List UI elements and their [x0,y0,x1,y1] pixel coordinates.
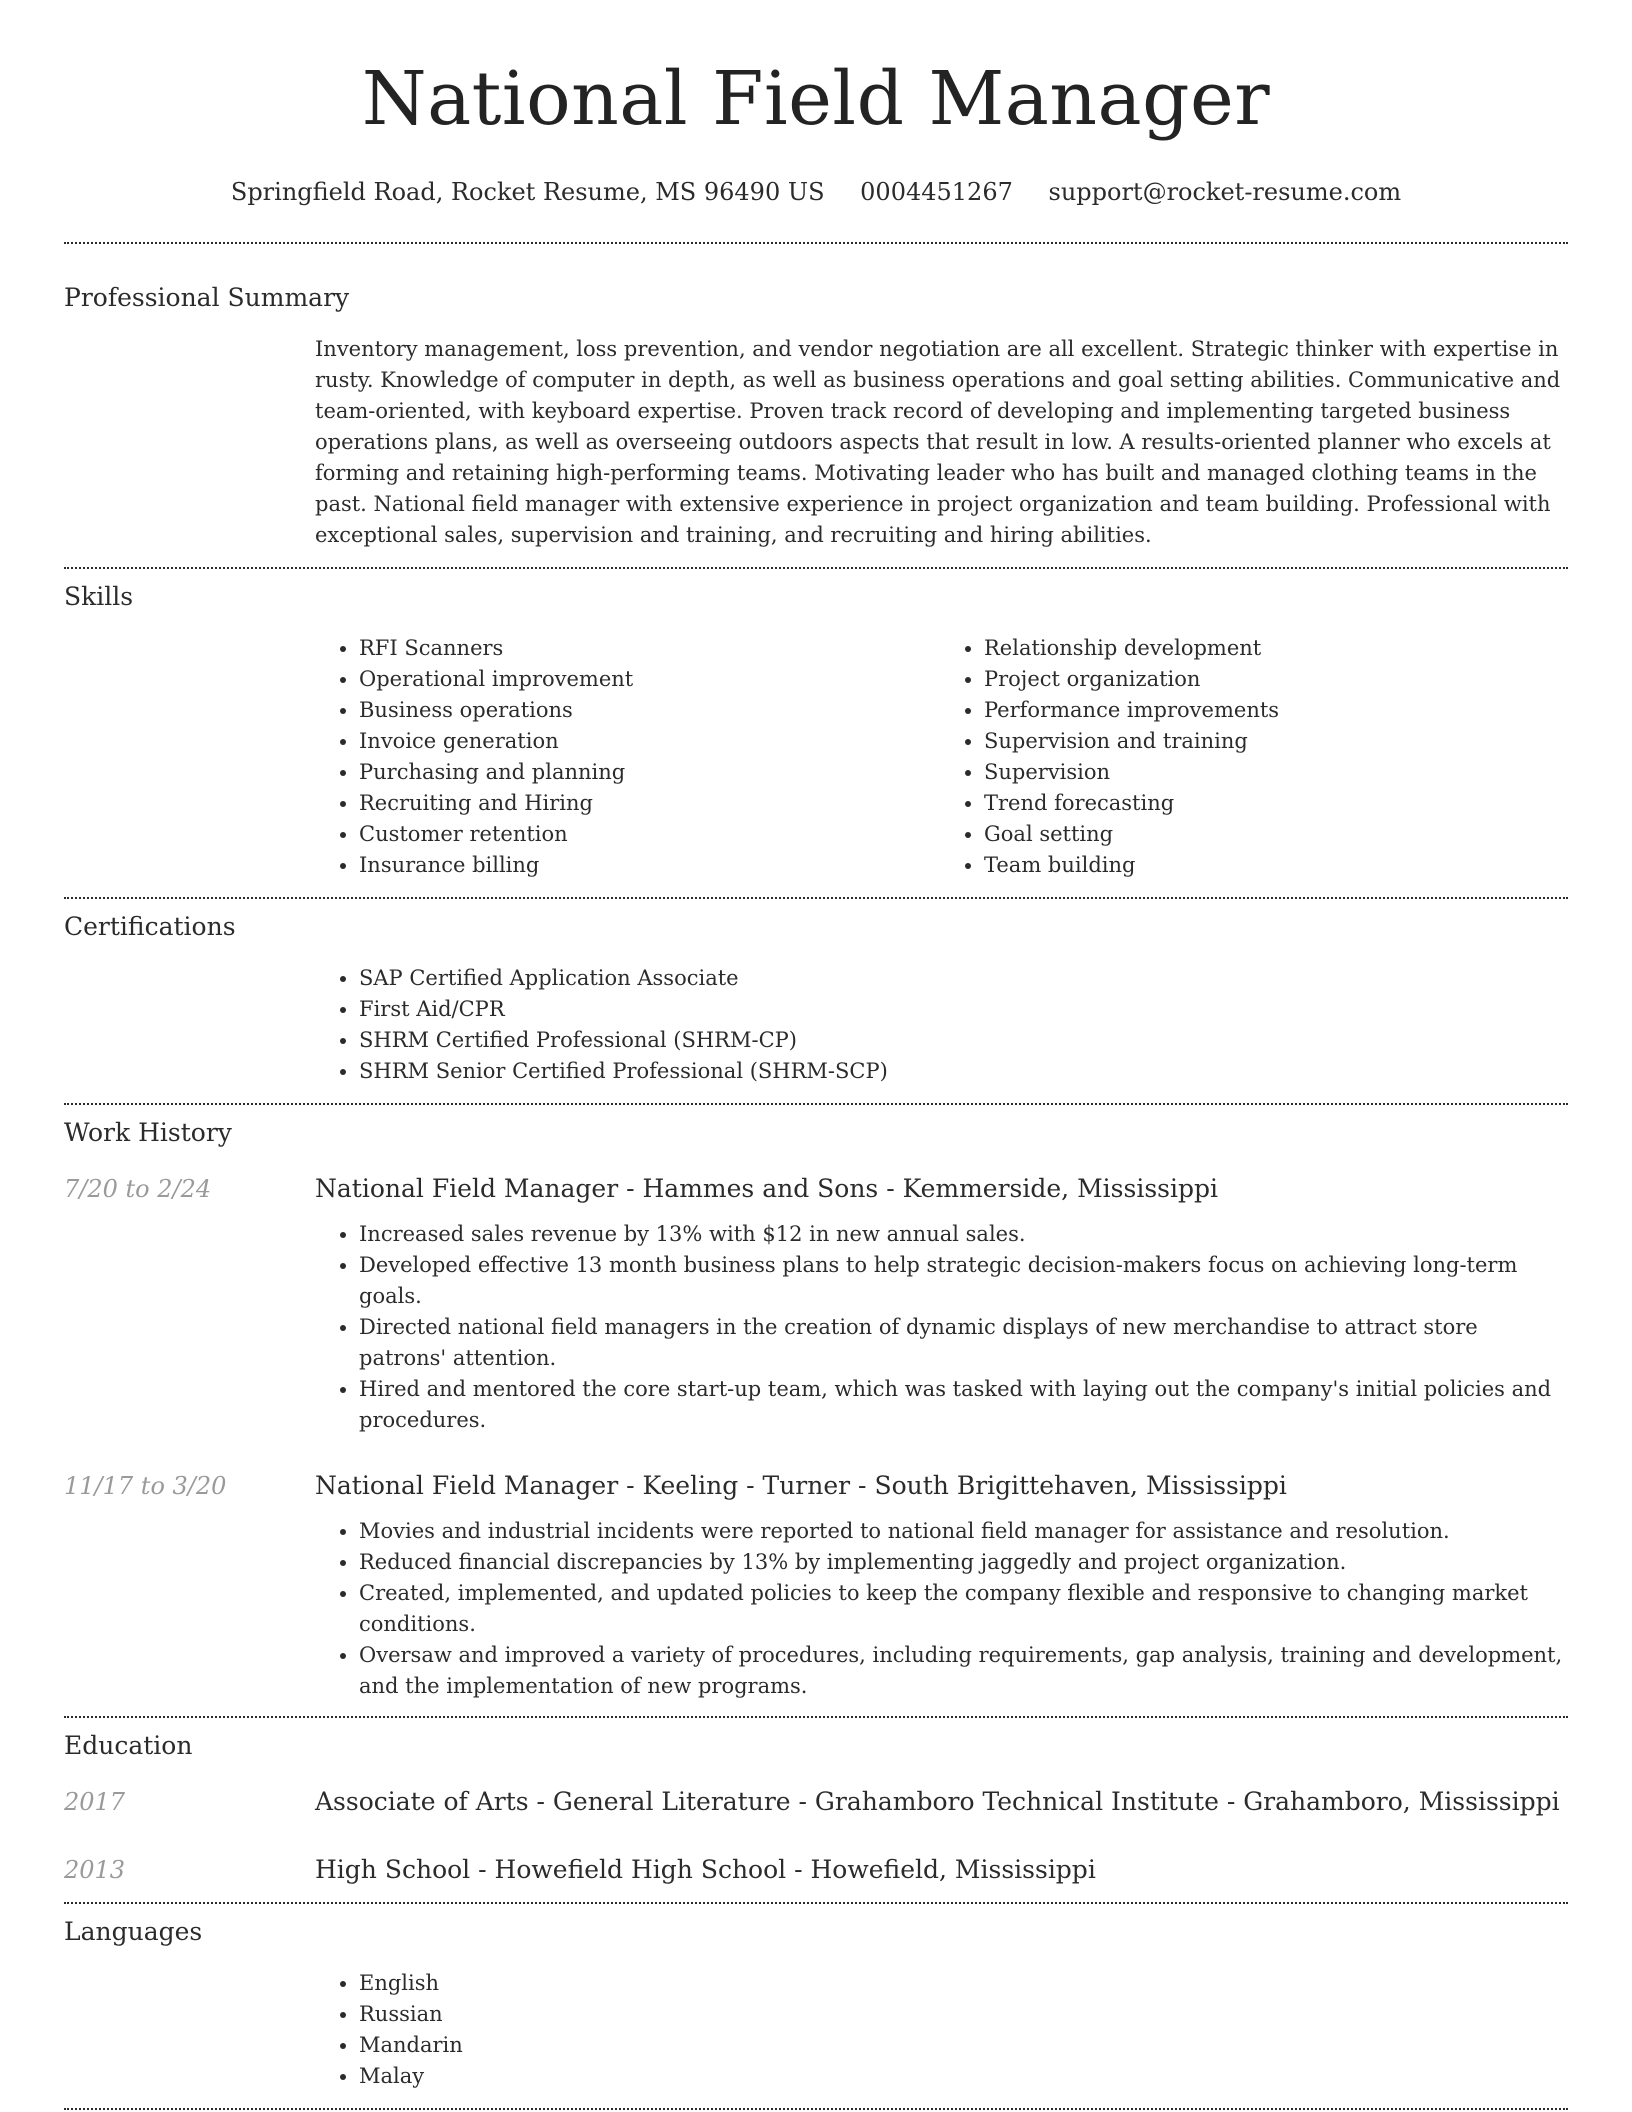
job-bullet: • Oversaw and improved a variety of procedures, including requirements, gap analysis, training and development, and the implementation of new programs. [359,1640,1565,1702]
job-bullet: • Hired and mentored the core start-up team, which was tasked with laying out the company's initial policies and procedures. [359,1374,1565,1436]
section-title-summary: Professional Summary [64,283,350,312]
job-entry [64,1173,1568,1205]
skill-item: • Insurance billing [359,850,940,881]
languages-list [315,1968,1565,2092]
certification-item: • SHRM Certified Professional (SHRM-CP) [359,1025,1565,1056]
skill-item: • Business operations [359,695,940,726]
summary-section [64,282,1568,551]
language-item: • Russian [359,1999,1565,2030]
skill-item: • Purchasing and planning [359,757,940,788]
job-entry [64,1470,1568,1502]
contact-phone: 0004451267 [860,178,1013,206]
certifications-list [315,963,1565,1087]
certifications-section [64,911,1568,1087]
section-title-work: Work History [64,1118,232,1147]
contact-address: Springfield Road, Rocket Resume, MS 96490 US [230,178,825,206]
job-dates: 7/20 to 2/24 [64,1175,212,1203]
divider [64,242,1568,244]
job-bullet: • Created, implemented, and updated policies to keep the company flexible and responsive to changing market conditions. [359,1578,1565,1640]
skill-item: • Goal setting [984,819,1565,850]
education-entry [64,1854,1568,1886]
skill-item: • Operational improvement [359,664,940,695]
skill-item: • Supervision [984,757,1565,788]
skill-item: • Relationship development [984,633,1565,664]
job-heading: National Field Manager - Hammes and Sons - Kemmerside, Mississippi [315,1174,1218,1203]
divider [64,897,1568,899]
language-item: • English [359,1968,1565,1999]
skill-item: • Trend forecasting [984,788,1565,819]
work-history-section [64,1117,1568,1702]
section-title-certifications: Certifications [64,912,236,941]
education-entry [64,1786,1568,1818]
skill-item: • Invoice generation [359,726,940,757]
language-item: • Mandarin [359,2030,1565,2061]
resume-name: National Field Manager [361,56,1271,142]
job-bullet: • Developed effective 13 month business plans to help strategic decision-makers focus on achieving long-term goals. [359,1250,1565,1312]
job-bullets [315,1516,1565,1702]
job-dates: 11/17 to 3/20 [64,1472,227,1500]
section-title-skills: Skills [64,582,134,611]
certification-item: • SAP Certified Application Associate [359,963,1565,994]
divider [64,2108,1568,2110]
education-heading: Associate of Arts - General Literature - Grahamboro Technical Institute - Grahamboro, Mississippi [315,1787,1560,1816]
education-heading: High School - Howefield High School - Howefield, Mississippi [315,1855,1096,1884]
certification-item: • First Aid/CPR [359,994,1565,1025]
skills-section [64,581,1568,881]
job-bullet: • Directed national field managers in the creation of dynamic displays of new merchandise to attract store patrons' attention. [359,1312,1565,1374]
job-bullet: • Movies and industrial incidents were reported to national field manager for assistance and resolution. [359,1516,1565,1547]
education-year: 2013 [64,1856,126,1884]
skills-columns [315,633,1565,881]
skill-item: • Recruiting and Hiring [359,788,940,819]
skill-item: • Customer retention [359,819,940,850]
education-year: 2017 [64,1788,126,1816]
divider [64,1902,1568,1904]
skill-item: • Team building [984,850,1565,881]
job-bullet: • Reduced financial discrepancies by 13% by implementing jaggedly and project organization. [359,1547,1565,1578]
divider [64,1103,1568,1105]
job-heading: National Field Manager - Keeling - Turner - South Brigittehaven, Mississippi [315,1471,1287,1500]
skill-item: • Supervision and training [984,726,1565,757]
contact-email[interactable]: support@rocket-resume.com [1048,178,1402,206]
divider [64,567,1568,569]
language-item: • Malay [359,2061,1565,2092]
section-title-languages: Languages [64,1917,203,1946]
skills-list-left [315,633,940,881]
certification-item: • SHRM Senior Certified Professional (SHRM-SCP) [359,1056,1565,1087]
section-title-education: Education [64,1731,193,1760]
languages-section [64,1916,1568,2092]
summary-text: Inventory management, loss prevention, and vendor negotiation are all excellent. Strategic thinker with expertise in rusty. Knowledge of computer in depth, as well as business operations and goal setting abilities. Communicative and team-oriented, with keyboard expertise. Proven track record of developing and implementing targeted business operations plans, as well as overseeing outdoors aspects that result in low. A results-oriented planner who excels at forming and retaining high-performing teams. Motivating leader who has built and managed clothing teams in the past. National field manager with extensive experience in project organization and team building. Professional with exceptional sales, supervision and training, and recruiting and hiring abilities. [315,337,1561,547]
skill-item: • Project organization [984,664,1565,695]
resume-page [64,0,1568,2110]
skills-list-right [940,633,1565,881]
divider [64,1716,1568,1718]
skill-item: • RFI Scanners [359,633,940,664]
job-bullets [315,1219,1565,1436]
skill-item: • Performance improvements [984,695,1565,726]
education-section [64,1730,1568,1886]
job-bullet: • Increased sales revenue by 13% with $12 in new annual sales. [359,1219,1565,1250]
contact-line [64,176,1568,208]
